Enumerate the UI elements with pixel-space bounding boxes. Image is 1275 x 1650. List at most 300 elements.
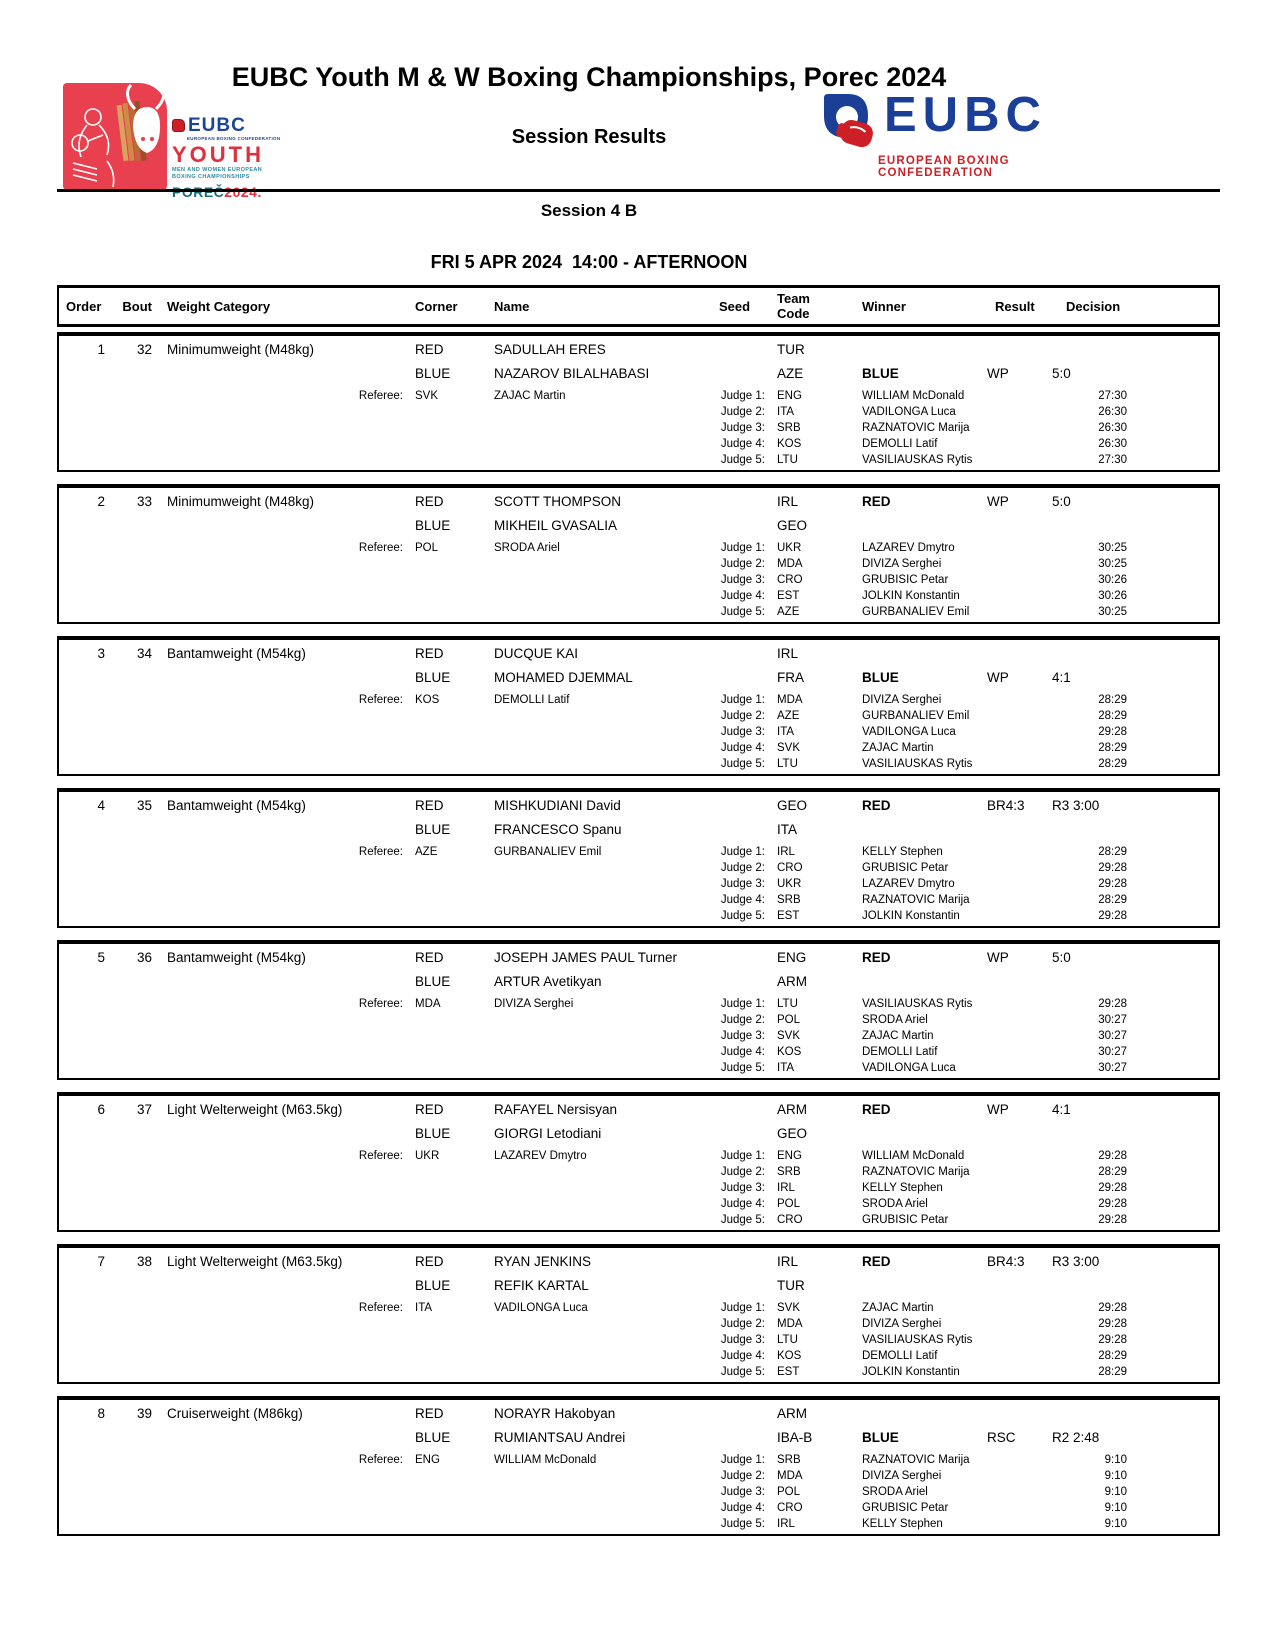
bout-number: 32 xyxy=(136,342,152,357)
boxer-name-red: JOSEPH JAMES PAUL Turner xyxy=(494,950,678,965)
judge-score: 26:30 xyxy=(1098,422,1127,434)
judge-team-code: ENG xyxy=(777,390,802,402)
judge-name: WILLIAM McDonald xyxy=(862,1150,965,1162)
judge-team-code: KOS xyxy=(777,438,802,450)
bout-number: 33 xyxy=(136,494,152,509)
winner-corner: RED xyxy=(862,1254,891,1269)
judge-team-code: ITA xyxy=(777,406,795,418)
table-row xyxy=(59,1274,1218,1298)
judge-team-code: CRO xyxy=(777,574,803,586)
table-row xyxy=(59,1468,1218,1484)
table-row xyxy=(59,666,1218,690)
boxer-name-blue: REFIK KARTAL xyxy=(494,1278,589,1293)
table-row xyxy=(59,908,1218,924)
judge-team-code: SVK xyxy=(777,1030,801,1042)
boxer-name-blue: RUMIANTSAU Andrei xyxy=(494,1430,626,1445)
report-subtitle: Session Results xyxy=(511,126,667,148)
bout-number: 39 xyxy=(136,1406,152,1421)
table-row xyxy=(59,1250,1218,1274)
judge-score: 26:30 xyxy=(1098,438,1127,450)
bout-order: 5 xyxy=(97,950,105,965)
judge-name: DIVIZA Serghei xyxy=(862,694,942,706)
decision-value: 5:0 xyxy=(1052,366,1071,381)
table-row xyxy=(59,490,1218,514)
judge-score: 30:25 xyxy=(1098,542,1127,554)
judge-score: 29:28 xyxy=(1098,862,1127,874)
bout-order: 4 xyxy=(97,798,105,813)
table-row xyxy=(59,1164,1218,1180)
judge-label: Judge 3: xyxy=(720,422,765,434)
referee-label: Referee: xyxy=(358,1454,403,1466)
referee-label: Referee: xyxy=(358,1302,403,1314)
judge-team-code: MDA xyxy=(777,694,803,706)
judge-score: 30:25 xyxy=(1098,606,1127,618)
judge-team-code: POL xyxy=(777,1486,801,1498)
judge-label: Judge 4: xyxy=(720,742,765,754)
judge-name: GRUBISIC Petar xyxy=(862,1502,949,1514)
judge-name: DIVIZA Serghei xyxy=(862,558,942,570)
table-row xyxy=(59,970,1218,994)
judge-team-code: AZE xyxy=(777,606,800,618)
judge-label: Judge 4: xyxy=(720,1350,765,1362)
judge-score: 30:27 xyxy=(1098,1046,1127,1058)
table-row xyxy=(59,1452,1218,1468)
judge-team-code: IRL xyxy=(777,846,795,858)
referee-label: Referee: xyxy=(358,1150,403,1162)
judge-label: Judge 2: xyxy=(720,1318,765,1330)
judge-score: 9:10 xyxy=(1104,1470,1127,1482)
judge-label: Judge 1: xyxy=(720,1150,765,1162)
judge-team-code: MDA xyxy=(777,1318,803,1330)
table-row xyxy=(59,420,1218,436)
judge-team-code: LTU xyxy=(777,998,798,1010)
table-row xyxy=(59,1300,1218,1316)
table-row xyxy=(59,642,1218,666)
judge-label: Judge 2: xyxy=(720,862,765,874)
referee-label: Referee: xyxy=(358,998,403,1010)
team-code-blue: FRA xyxy=(777,670,804,685)
bout-block xyxy=(57,636,1220,776)
referee-label: Referee: xyxy=(358,390,403,402)
judge-name: DEMOLLI Latif xyxy=(862,438,938,450)
table-row xyxy=(59,708,1218,724)
boxer-name-blue: MOHAMED DJEMMAL xyxy=(494,670,633,685)
judge-name: KELLY Stephen xyxy=(862,1518,943,1530)
judge-label: Judge 3: xyxy=(720,1030,765,1042)
judge-team-code: MDA xyxy=(777,558,803,570)
team-code-red: IRL xyxy=(777,1254,799,1269)
judge-name: JOLKIN Konstantin xyxy=(862,910,960,922)
table-row xyxy=(59,1402,1218,1426)
bout-block xyxy=(57,484,1220,624)
judge-name: VASILIAUSKAS Rytis xyxy=(862,454,973,466)
judge-label: Judge 3: xyxy=(720,1486,765,1498)
table-row xyxy=(59,818,1218,842)
judge-name: SRODA Ariel xyxy=(862,1486,928,1498)
judge-score: 28:29 xyxy=(1098,758,1127,770)
decision-value: R3 3:00 xyxy=(1052,1254,1100,1269)
team-code-red: ARM xyxy=(777,1102,807,1117)
judge-label: Judge 1: xyxy=(720,694,765,706)
boxer-name-blue: MIKHEIL GVASALIA xyxy=(494,518,618,533)
table-row xyxy=(59,1028,1218,1044)
judge-score: 29:28 xyxy=(1098,1198,1127,1210)
judge-name: LAZAREV Dmytro xyxy=(862,878,955,890)
team-code-red: TUR xyxy=(777,342,805,357)
judge-name: DIVIZA Serghei xyxy=(862,1318,942,1330)
bout-order: 7 xyxy=(97,1254,105,1269)
judge-team-code: IRL xyxy=(777,1182,795,1194)
judge-score: 30:25 xyxy=(1098,558,1127,570)
judge-label: Judge 4: xyxy=(720,590,765,602)
judge-score: 28:29 xyxy=(1098,846,1127,858)
judge-label: Judge 1: xyxy=(720,1454,765,1466)
referee-team-code: UKR xyxy=(415,1150,440,1162)
judge-name: SRODA Ariel xyxy=(862,1198,928,1210)
judge-name: GRUBISIC Petar xyxy=(862,862,949,874)
judge-score: 28:29 xyxy=(1098,1166,1127,1178)
judge-team-code: LTU xyxy=(777,758,798,770)
referee-team-code: AZE xyxy=(415,846,438,858)
judge-label: Judge 1: xyxy=(720,390,765,402)
result-code: WP xyxy=(987,366,1009,381)
judge-score: 28:29 xyxy=(1098,710,1127,722)
col-header-team-code: Team Code xyxy=(777,291,810,321)
col-header-name: Name xyxy=(494,298,530,314)
result-code: RSC xyxy=(987,1430,1016,1445)
table-row xyxy=(59,1196,1218,1212)
table-row xyxy=(59,892,1218,908)
referee-name: DIVIZA Serghei xyxy=(494,998,574,1010)
judge-team-code: MDA xyxy=(777,1470,803,1482)
judge-score: 9:10 xyxy=(1104,1502,1127,1514)
judge-team-code: POL xyxy=(777,1198,801,1210)
judge-team-code: SVK xyxy=(777,1302,801,1314)
page-title: EUBC Youth M & W Boxing Championships, Porec 2024 xyxy=(231,62,947,92)
team-code-blue: AZE xyxy=(777,366,804,381)
corner-label-blue: BLUE xyxy=(415,518,451,533)
table-row xyxy=(59,756,1218,772)
decision-value: 5:0 xyxy=(1052,494,1071,509)
table-row xyxy=(59,540,1218,556)
judge-score: 27:30 xyxy=(1098,390,1127,402)
corner-label-blue: BLUE xyxy=(415,1430,451,1445)
table-row xyxy=(59,740,1218,756)
logo-right-tagline: EUROPEAN BOXING CONFEDERATION xyxy=(878,155,1010,179)
judge-team-code: CRO xyxy=(777,862,803,874)
table-row xyxy=(59,1332,1218,1348)
table-row xyxy=(59,1500,1218,1516)
judge-team-code: ITA xyxy=(777,1062,795,1074)
referee-team-code: SVK xyxy=(415,390,439,402)
team-code-red: IRL xyxy=(777,646,799,661)
table-row xyxy=(59,1012,1218,1028)
judge-team-code: LTU xyxy=(777,454,798,466)
judge-score: 29:28 xyxy=(1098,1334,1127,1346)
result-code: WP xyxy=(987,1102,1009,1117)
judge-score: 30:27 xyxy=(1098,1062,1127,1074)
corner-label-red: RED xyxy=(415,646,444,661)
table-row xyxy=(59,1484,1218,1500)
judge-team-code: IRL xyxy=(777,1518,795,1530)
boxer-name-blue: NAZAROV BILALHABASI xyxy=(494,366,650,381)
decision-value: 5:0 xyxy=(1052,950,1071,965)
col-header-seed: Seed xyxy=(719,298,751,314)
session-name: Session 4 B xyxy=(540,201,638,220)
table-row xyxy=(59,1348,1218,1364)
corner-label-red: RED xyxy=(415,342,444,357)
judge-name: VASILIAUSKAS Rytis xyxy=(862,998,973,1010)
judge-score: 29:28 xyxy=(1098,1302,1127,1314)
judge-name: VADILONGA Luca xyxy=(862,1062,956,1074)
referee-name: WILLIAM McDonald xyxy=(494,1454,597,1466)
judge-score: 9:10 xyxy=(1104,1486,1127,1498)
referee-team-code: POL xyxy=(415,542,439,554)
referee-name: GURBANALIEV Emil xyxy=(494,846,602,858)
judge-label: Judge 4: xyxy=(720,1046,765,1058)
team-code-blue: GEO xyxy=(777,518,808,533)
table-row xyxy=(59,1180,1218,1196)
col-header-winner: Winner xyxy=(862,298,906,314)
table-row xyxy=(59,1516,1218,1532)
winner-corner: RED xyxy=(862,494,891,509)
judge-team-code: UKR xyxy=(777,542,802,554)
result-code: WP xyxy=(987,494,1009,509)
boxer-name-blue: FRANCESCO Spanu xyxy=(494,822,622,837)
boxing-glove-icon xyxy=(818,92,876,152)
judge-label: Judge 3: xyxy=(720,1334,765,1346)
judge-team-code: EST xyxy=(777,1366,800,1378)
judge-team-code: KOS xyxy=(777,1350,802,1362)
col-header-decision: Decision xyxy=(1066,298,1121,314)
bout-order: 8 xyxy=(97,1406,105,1421)
table-row xyxy=(59,436,1218,452)
judge-score: 30:27 xyxy=(1098,1014,1127,1026)
decision-value: R3 3:00 xyxy=(1052,798,1100,813)
judge-team-code: CRO xyxy=(777,1502,803,1514)
table-row xyxy=(59,1364,1218,1380)
judge-team-code: ITA xyxy=(777,726,795,738)
judge-team-code: ENG xyxy=(777,1150,802,1162)
corner-label-blue: BLUE xyxy=(415,366,451,381)
weight-category: Bantamweight (M54kg) xyxy=(167,950,306,965)
boxer-name-red: MISHKUDIANI David xyxy=(494,798,621,813)
corner-label-red: RED xyxy=(415,950,444,965)
team-code-blue: GEO xyxy=(777,1126,808,1141)
table-row xyxy=(59,572,1218,588)
logo-left-eubc: EUBC xyxy=(188,115,246,136)
judge-name: JOLKIN Konstantin xyxy=(862,1366,960,1378)
team-code-red: IRL xyxy=(777,494,799,509)
logo-left-youth: YOUTH xyxy=(172,141,264,167)
judge-label: Judge 5: xyxy=(720,1366,765,1378)
referee-label: Referee: xyxy=(358,846,403,858)
judge-label: Judge 2: xyxy=(720,558,765,570)
judge-name: VADILONGA Luca xyxy=(862,726,956,738)
judge-score: 28:29 xyxy=(1098,742,1127,754)
judge-name: KELLY Stephen xyxy=(862,846,943,858)
judge-label: Judge 3: xyxy=(720,1182,765,1194)
boxer-name-red: RAFAYEL Nersisyan xyxy=(494,1102,618,1117)
table-row xyxy=(59,692,1218,708)
judge-name: RAZNATOVIC Marija xyxy=(862,894,970,906)
col-header-corner: Corner xyxy=(415,298,458,314)
decision-value: 4:1 xyxy=(1052,1102,1071,1117)
table-row xyxy=(59,338,1218,362)
judge-score: 9:10 xyxy=(1104,1518,1127,1530)
corner-label-blue: BLUE xyxy=(415,1278,451,1293)
table-row xyxy=(59,556,1218,572)
judge-score: 28:29 xyxy=(1098,694,1127,706)
team-code-blue: IBA-B xyxy=(777,1430,813,1445)
boxer-name-red: RYAN JENKINS xyxy=(494,1254,592,1269)
winner-corner: BLUE xyxy=(862,366,899,381)
judge-team-code: SRB xyxy=(777,422,801,434)
judge-name: GURBANALIEV Emil xyxy=(862,606,970,618)
table-row xyxy=(59,388,1218,404)
judge-score: 29:28 xyxy=(1098,726,1127,738)
team-code-blue: ITA xyxy=(777,822,797,837)
bout-block xyxy=(57,940,1220,1080)
table-row xyxy=(59,876,1218,892)
table-row xyxy=(59,946,1218,970)
judge-name: VASILIAUSKAS Rytis xyxy=(862,1334,973,1346)
result-code: WP xyxy=(987,950,1009,965)
judge-score: 30:26 xyxy=(1098,590,1127,602)
judge-label: Judge 5: xyxy=(720,1062,765,1074)
table-row xyxy=(59,860,1218,876)
judge-team-code: UKR xyxy=(777,878,802,890)
winner-corner: BLUE xyxy=(862,1430,899,1445)
bout-order: 3 xyxy=(97,646,105,661)
winner-corner: RED xyxy=(862,950,891,965)
bout-order: 6 xyxy=(97,1102,105,1117)
judge-team-code: SRB xyxy=(777,1454,801,1466)
logo-left-line1: MEN AND WOMEN EUROPEAN xyxy=(172,166,263,173)
col-header-weight-category: Weight Category xyxy=(167,298,271,314)
corner-label-blue: BLUE xyxy=(415,822,451,837)
referee-name: SRODA Ariel xyxy=(494,542,560,554)
table-row xyxy=(59,1060,1218,1076)
judge-team-code: SVK xyxy=(777,742,801,754)
referee-team-code: ENG xyxy=(415,1454,440,1466)
judge-score: 28:29 xyxy=(1098,1366,1127,1378)
table-row xyxy=(59,1148,1218,1164)
boxer-name-red: SCOTT THOMPSON xyxy=(494,494,622,509)
judge-score: 29:28 xyxy=(1098,1182,1127,1194)
table-row xyxy=(59,1098,1218,1122)
judge-name: VASILIAUSKAS Rytis xyxy=(862,758,973,770)
boxer-name-blue: ARTUR Avetikyan xyxy=(494,974,602,989)
judge-score: 30:26 xyxy=(1098,574,1127,586)
judge-label: Judge 2: xyxy=(720,1166,765,1178)
judge-team-code: EST xyxy=(777,910,800,922)
judge-score: 29:28 xyxy=(1098,878,1127,890)
table-row xyxy=(59,1122,1218,1146)
col-header-result: Result xyxy=(995,298,1035,314)
table-row xyxy=(59,844,1218,860)
judge-name: ZAJAC Martin xyxy=(862,742,934,754)
weight-category: Minimumweight (M48kg) xyxy=(167,494,315,509)
judge-team-code: SRB xyxy=(777,894,801,906)
judge-label: Judge 1: xyxy=(720,542,765,554)
eubc-confederation-logo xyxy=(818,88,1128,179)
team-code-red: ENG xyxy=(777,950,807,965)
judge-label: Judge 5: xyxy=(720,910,765,922)
logo-right-eubc: EUBC xyxy=(884,88,1047,142)
judge-score: 29:28 xyxy=(1098,1150,1127,1162)
table-row xyxy=(59,1426,1218,1450)
decision-value: R2 2:48 xyxy=(1052,1430,1100,1445)
bout-list xyxy=(57,332,1220,1548)
referee-name: DEMOLLI Latif xyxy=(494,694,570,706)
judge-label: Judge 5: xyxy=(720,1214,765,1226)
judge-score: 28:29 xyxy=(1098,894,1127,906)
table-row xyxy=(59,362,1218,386)
bout-block xyxy=(57,1396,1220,1536)
judge-name: LAZAREV Dmytro xyxy=(862,542,955,554)
winner-corner: RED xyxy=(862,798,891,813)
judge-label: Judge 1: xyxy=(720,1302,765,1314)
header-divider xyxy=(57,189,1220,192)
judge-team-code: CRO xyxy=(777,1214,803,1226)
bout-number: 35 xyxy=(136,798,152,813)
judge-label: Judge 4: xyxy=(720,438,765,450)
boxer-name-red: SADULLAH ERES xyxy=(494,342,606,357)
judge-name: KELLY Stephen xyxy=(862,1182,943,1194)
judge-label: Judge 2: xyxy=(720,1470,765,1482)
judge-score: 29:28 xyxy=(1098,910,1127,922)
corner-label-red: RED xyxy=(415,494,444,509)
team-code-blue: TUR xyxy=(777,1278,805,1293)
col-header-bout: Bout xyxy=(122,298,152,314)
judge-name: WILLIAM McDonald xyxy=(862,390,965,402)
corner-label-red: RED xyxy=(415,1102,444,1117)
table-row xyxy=(59,996,1218,1012)
judge-score: 9:10 xyxy=(1104,1454,1127,1466)
logo-left-line2: BOXING CHAMPIONSHIPS xyxy=(172,174,250,180)
table-row xyxy=(59,514,1218,538)
judge-team-code: KOS xyxy=(777,1046,802,1058)
judge-name: RAZNATOVIC Marija xyxy=(862,1454,970,1466)
weight-category: Light Welterweight (M63.5kg) xyxy=(167,1102,343,1117)
corner-label-blue: BLUE xyxy=(415,974,451,989)
judge-name: VADILONGA Luca xyxy=(862,406,956,418)
table-row xyxy=(59,604,1218,620)
weight-category: Light Welterweight (M63.5kg) xyxy=(167,1254,343,1269)
referee-label: Referee: xyxy=(358,542,403,554)
logo-left-eubc-subtext: EUROPEAN BOXING CONFEDERATION xyxy=(187,136,281,141)
judge-label: Judge 4: xyxy=(720,1198,765,1210)
result-code: BR4:3 xyxy=(987,1254,1025,1269)
bout-order: 1 xyxy=(97,342,105,357)
judge-label: Judge 3: xyxy=(720,878,765,890)
corner-label-red: RED xyxy=(415,1254,444,1269)
referee-team-code: ITA xyxy=(415,1302,433,1314)
weight-category: Minimumweight (M48kg) xyxy=(167,342,315,357)
judge-label: Judge 3: xyxy=(720,574,765,586)
result-code: BR4:3 xyxy=(987,798,1025,813)
judge-label: Judge 5: xyxy=(720,606,765,618)
referee-label: Referee: xyxy=(358,694,403,706)
corner-label-red: RED xyxy=(415,1406,444,1421)
judge-score: 29:28 xyxy=(1098,1214,1127,1226)
team-code-red: GEO xyxy=(777,798,808,813)
judge-name: DEMOLLI Latif xyxy=(862,1046,938,1058)
judge-team-code: EST xyxy=(777,590,800,602)
bout-number: 37 xyxy=(136,1102,152,1117)
judge-label: Judge 5: xyxy=(720,758,765,770)
